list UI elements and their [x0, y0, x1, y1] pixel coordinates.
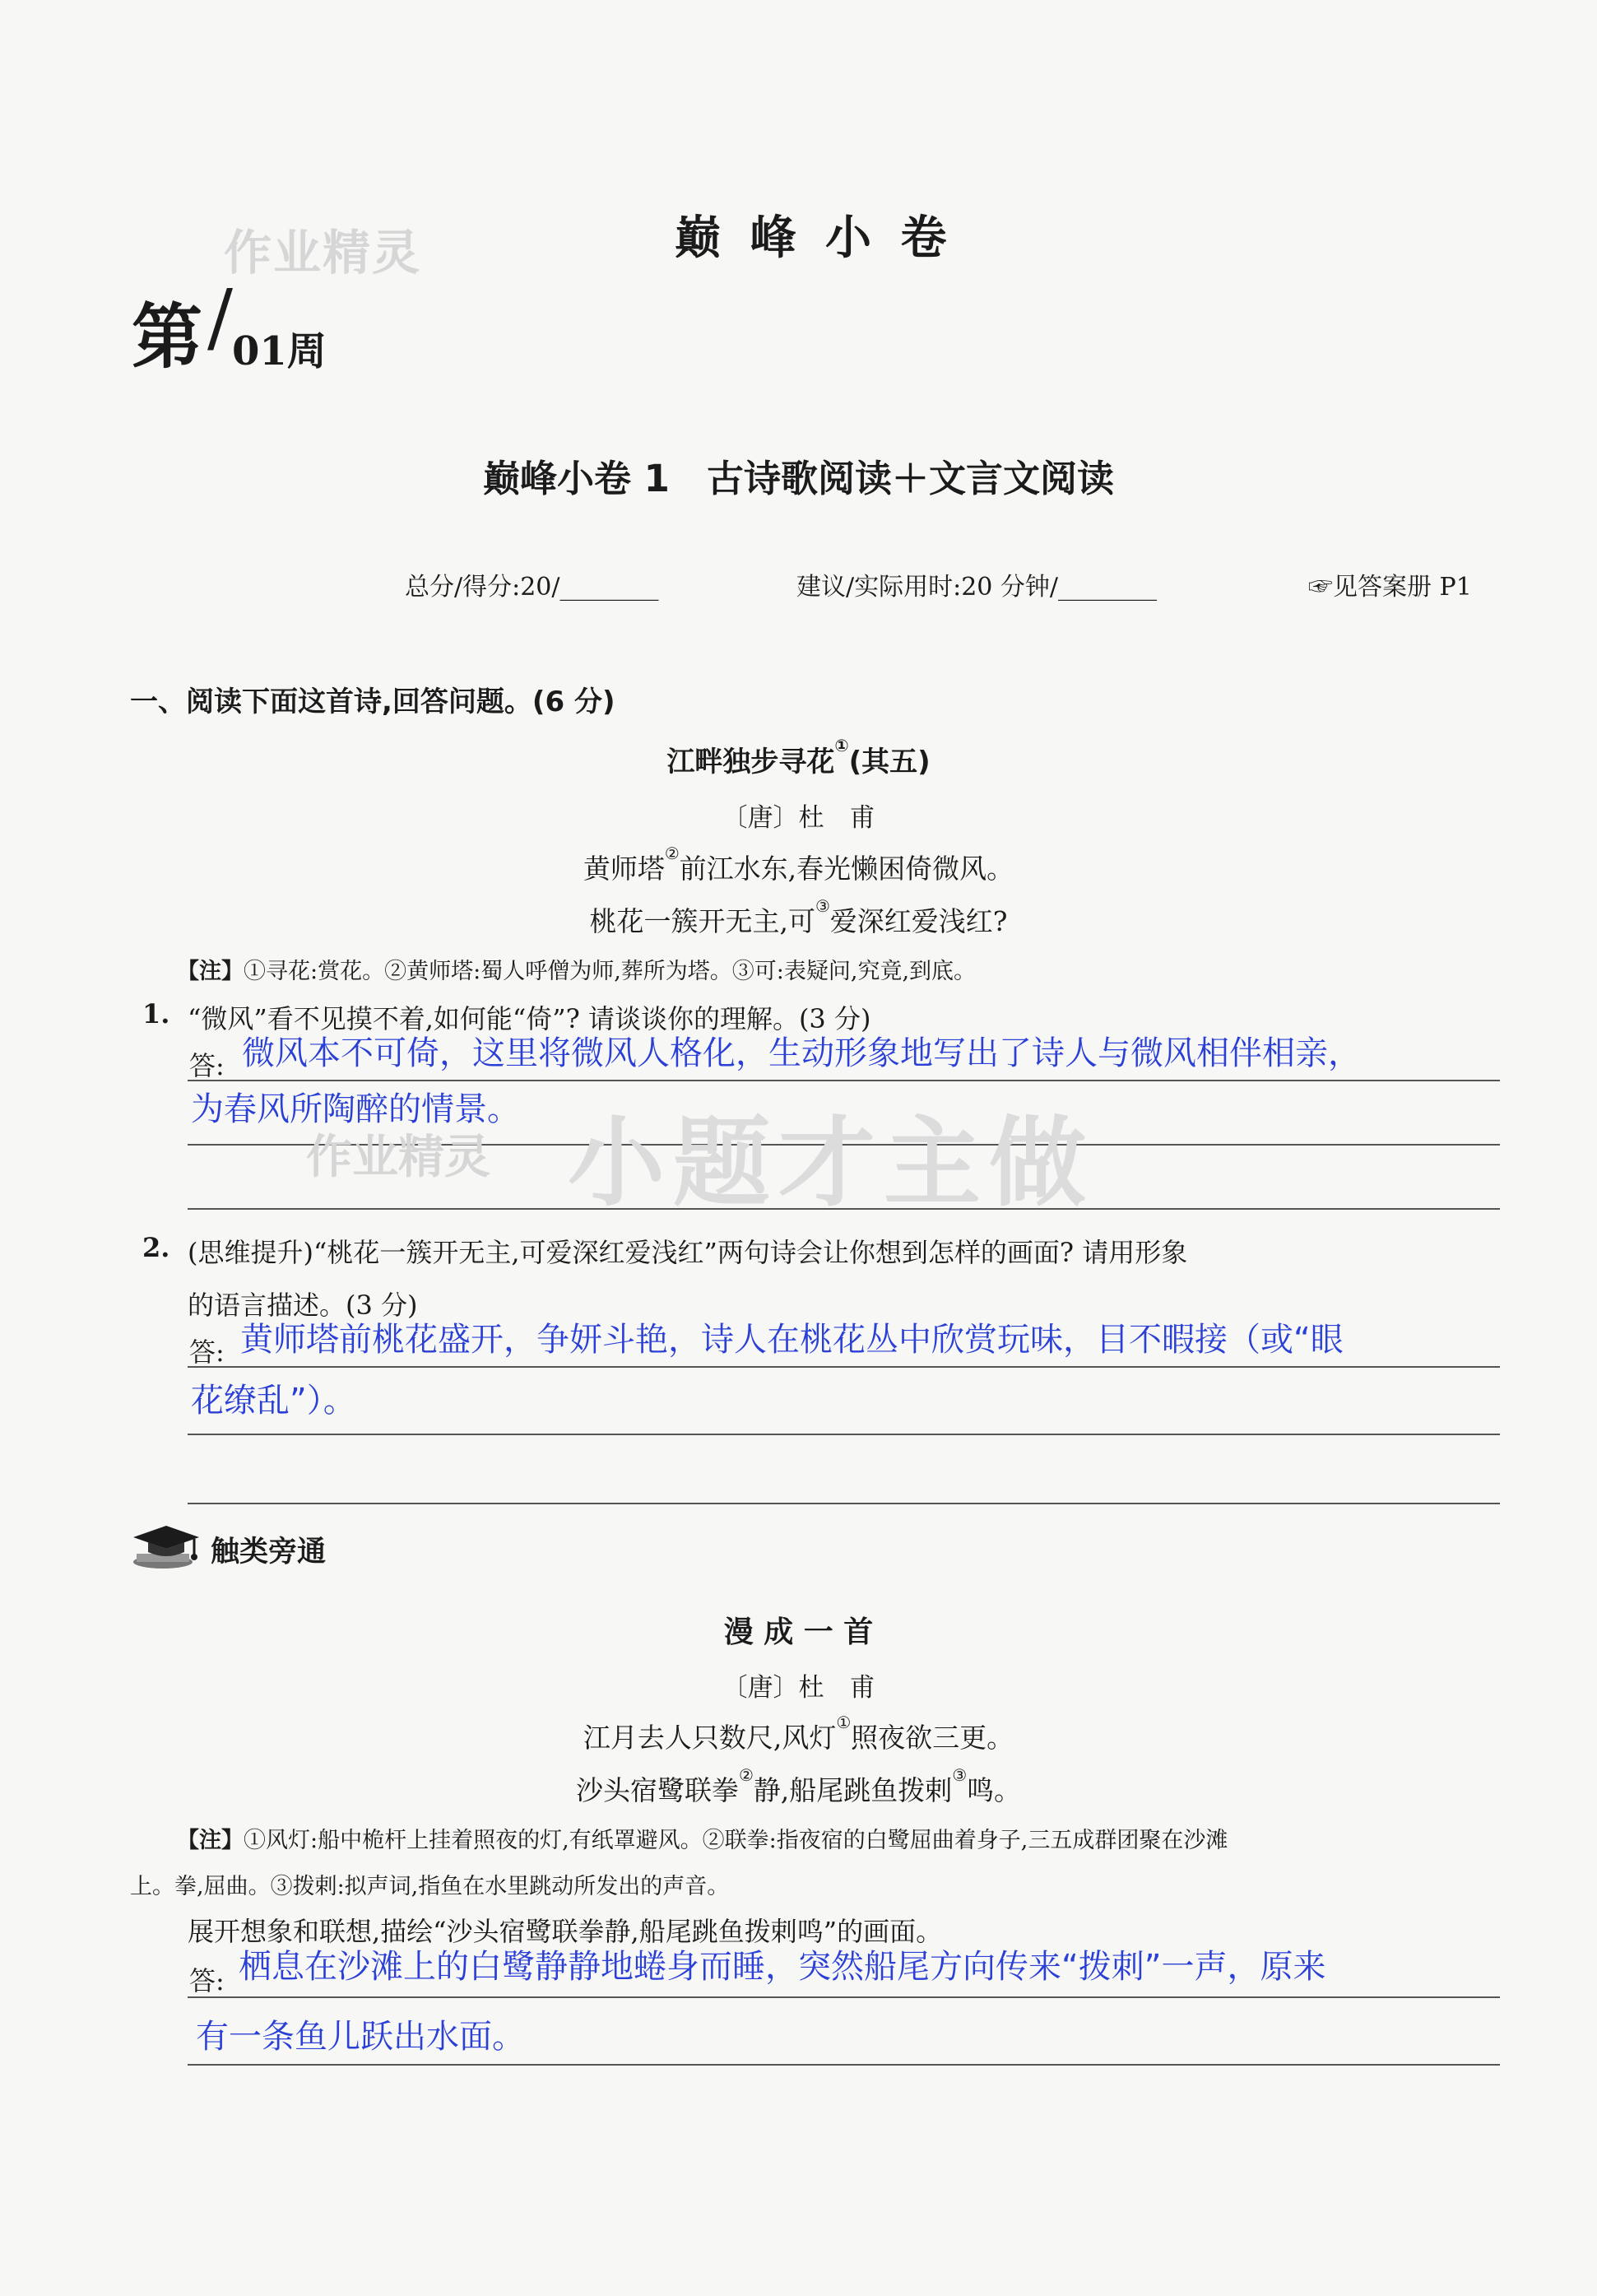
poem1-note-label: 【注】 [177, 959, 244, 984]
section2-answer-line1[interactable]: 栖息在沙滩上的白鹭静静地蜷身而睡，突然船尾方向传来“拨刺”一声，原来 [239, 1948, 1326, 1986]
q1-text: “微风”看不见摸不着,如何能“倚”? 请谈谈你的理解。(3 分) [188, 1003, 871, 1034]
week-label: 01周 [232, 328, 327, 374]
q1-answer-line2[interactable]: 为春风所陶醉的情景。 [191, 1090, 520, 1128]
q2-number: 2. [142, 1232, 170, 1263]
q2-answer-label: 答: [189, 1336, 225, 1368]
section2-answer-line2[interactable]: 有一条鱼儿跃出水面。 [196, 2018, 525, 2056]
poem2-line1-b: 照夜欲三更。 [851, 1722, 1014, 1754]
poem1-title-text: 江畔独步寻花 [666, 746, 835, 779]
q2-text-line2: 的语言描述。(3 分) [188, 1290, 418, 1321]
score-field: 总分/得分:20/________ [405, 573, 659, 602]
poem1-line2-a: 桃花一簇开无主,可 [589, 905, 816, 937]
poem1-line2-b: 爱深红爱浅红? [829, 905, 1008, 937]
section2-answer-rule1 [188, 1996, 1500, 1998]
q2-answer-line2[interactable]: 花缭乱”）。 [191, 1382, 356, 1420]
q1-answer-line1[interactable]: 微风本不可倚，这里将微风人格化，生动形象地写出了诗人与微风相伴相亲， [242, 1034, 1361, 1072]
poem1-line1-b: 前江水东,春光懒困倚微风。 [679, 853, 1014, 885]
week-slash: / [207, 273, 233, 361]
poem2-line1-a: 江月去人只数尺,风灯 [583, 1722, 837, 1754]
answer-reference: ☞见答案册 P1 [1308, 573, 1472, 602]
poem2-line2-c: 鸣。 [966, 1774, 1021, 1806]
poem1-line1 [0, 844, 1597, 886]
poem2-line2-note2: ③ [952, 1766, 967, 1785]
q2-answer-rule3 [188, 1503, 1500, 1504]
q1-answer-label: 答: [189, 1050, 225, 1081]
poem1-line2 [0, 897, 1597, 939]
week-badge [132, 273, 346, 379]
section2-question: 展开想象和联想,描绘“沙头宿鹭联拳静,船尾跳鱼拨剌鸣”的画面。 [188, 1916, 943, 1947]
section2-answer-label: 答: [189, 1965, 225, 1996]
poem2-notes-line1 [177, 1822, 1228, 1854]
section2-header [128, 1522, 540, 1572]
poem2-author: 〔唐〕杜 甫 [722, 1673, 875, 1703]
poem2-line2-a: 沙头宿鹭联拳 [576, 1774, 740, 1806]
poem1-line1-note: ② [664, 844, 680, 863]
q2-answer-rule2 [188, 1434, 1500, 1435]
section1-heading: 一、阅读下面这首诗,回答问题。(6 分) [130, 686, 615, 718]
poem1-title-suffix: (其五) [848, 746, 931, 779]
poem2-line1-note: ① [836, 1713, 852, 1732]
poem1-title [0, 736, 1597, 779]
watermark-mid-2: 小题才主做 [568, 1105, 1095, 1220]
watermark-top: 作业精灵 [224, 225, 422, 281]
q2-text-line1: (思维提升)“桃花一簇开无主,可爱深红爱浅红”两句诗会让你想到怎样的画面? 请用形象 [188, 1237, 1188, 1268]
poem1-title-note: ① [834, 736, 849, 755]
q2-answer-line1[interactable]: 黄师塔前桃花盛开，争妍斗艳，诗人在桃花丛中欣赏玩味，目不暇接（或“眼 [240, 1321, 1344, 1359]
poem1-line2-note: ③ [815, 897, 830, 916]
q1-answer-rule1 [188, 1080, 1500, 1081]
poem1-note-text: ①寻花:赏花。②黄师塔:蜀人呼僧为师,葬所为塔。③可:表疑问,究竟,到底。 [244, 959, 977, 984]
poem2-note-label: 【注】 [177, 1828, 244, 1853]
main-title: 巅 峰 小 卷 [675, 211, 954, 265]
poem1-notes [177, 953, 976, 985]
time-field: 建议/实际用时:20 分钟/________ [796, 573, 1158, 602]
poem2-title: 漫 成 一 首 [723, 1615, 874, 1649]
graduation-cap-icon [128, 1522, 204, 1575]
poem2-line2-b: 静,船尾跳鱼拨剌 [753, 1774, 953, 1806]
poem2-line2 [0, 1766, 1597, 1808]
watermark-mid-1: 作业精灵 [306, 1131, 490, 1184]
week-prefix: 第 [132, 295, 202, 379]
poem1-author: 〔唐〕杜 甫 [722, 803, 875, 833]
section2-heading: 触类旁通 [211, 1536, 327, 1569]
poem2-note-text1: ①风灯:船中桅杆上挂着照夜的灯,有纸罩避风。②联拳:指夜宿的白鹭屈曲着身子,三五成群团聚在沙滩 [244, 1828, 1228, 1853]
q1-number: 1. [142, 998, 170, 1029]
q2-answer-rule1 [188, 1366, 1500, 1368]
quiz-title: 巅峰小卷 1 古诗歌阅读＋文言文阅读 [483, 457, 1114, 500]
section2-answer-rule2 [188, 2064, 1500, 2066]
poem2-line2-note: ② [739, 1766, 754, 1785]
poem2-line1 [0, 1713, 1597, 1755]
poem2-notes-line2: 上。拳,屈曲。③拨剌:拟声词,指鱼在水里跳动所发出的声音。 [130, 1874, 730, 1899]
poem1-line1-a: 黄师塔 [583, 853, 665, 885]
